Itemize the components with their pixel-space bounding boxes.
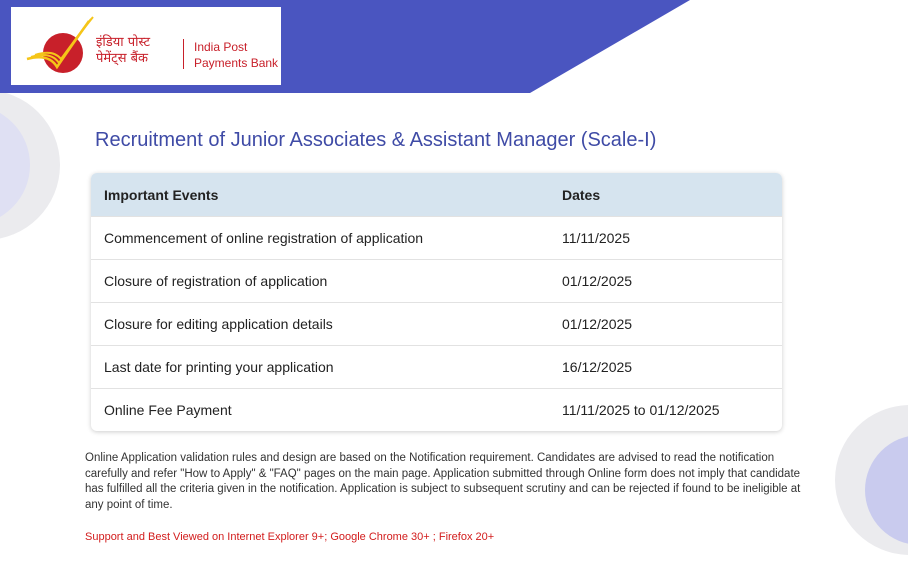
ippb-emblem-icon [19, 7, 99, 85]
header-events: Important Events [104, 186, 219, 203]
disclaimer-note: Online Application validation rules and design are based on the Notification requirement. Candidates are advised to read the notification carefully and refer "How to Apply" & "FAQ" pages on the main page. Application submitted through Online form does not imply that candidate has fulfilled all the criteria given in the notification. Application is subject to subsequent scrutiny and can be rejected if found to be ineligible at any point of time. [85, 452, 801, 511]
date-cell: 16/12/2025 [562, 359, 633, 375]
browser-support-note: Support and Best Viewed on Internet Explorer 9+; Google Chrome 30+ ; Firefox 20+ [85, 531, 495, 543]
header-dates: Dates [562, 186, 601, 203]
logo-english-text: India Post Payments Bank [194, 40, 279, 70]
table-header [91, 173, 782, 216]
logo-divider [183, 39, 184, 69]
table-row [91, 388, 782, 431]
decorative-circle-right [835, 405, 908, 555]
event-cell: Online Fee Payment [104, 402, 232, 418]
date-cell: 01/12/2025 [562, 273, 633, 289]
table-row [91, 259, 782, 302]
important-dates-table [91, 173, 782, 431]
table-row [91, 345, 782, 388]
event-cell: Last date for printing your application [104, 359, 334, 375]
page-title: Recruitment of Junior Associates & Assistant Manager (Scale-I) [95, 129, 657, 151]
date-cell: 01/12/2025 [562, 316, 633, 332]
date-cell: 11/11/2025 to 01/12/2025 [562, 402, 720, 418]
table-row [91, 216, 782, 259]
event-cell: Closure of registration of application [104, 273, 328, 289]
table-row [91, 302, 782, 345]
decorative-circle-left [0, 90, 60, 240]
logo-hindi-text: इंडिया पोस्ट पेमेंट्स बैंक [96, 35, 151, 66]
ippb-logo[interactable] [11, 7, 281, 85]
date-cell: 11/11/2025 [562, 230, 630, 246]
event-cell: Closure for editing application details [104, 316, 333, 332]
event-cell: Commencement of online registration of application [104, 230, 424, 246]
